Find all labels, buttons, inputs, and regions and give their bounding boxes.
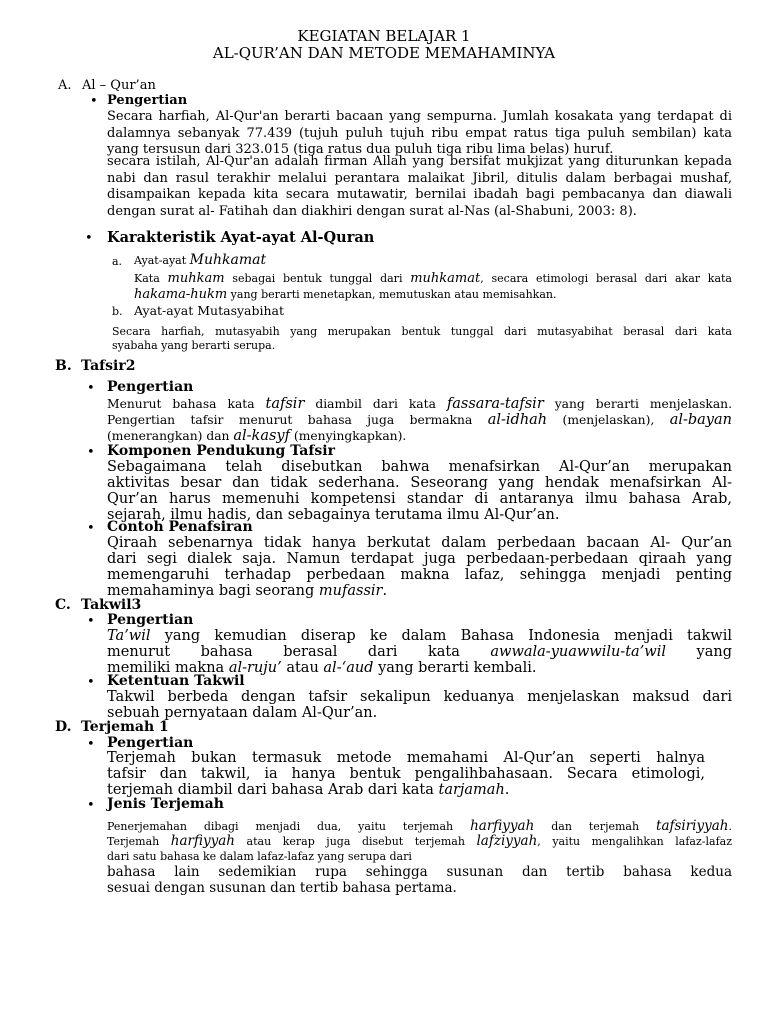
desc-line: Secara harfiah, mutasyabih yang merupakan bentuk tunggal dari mutasyabihat berasal dari kata [112, 325, 732, 338]
para-line: Secara harfiah, Al-Qur'an berarti bacaan yang sempurna. Jumlah kosakata yang terdapat di [107, 109, 732, 124]
section-b-marker: B. [55, 358, 72, 374]
bullet-icon: • [87, 614, 95, 629]
section-a-marker: A. [58, 78, 72, 93]
karakteristik-a-description [134, 272, 732, 302]
karakteristik-b-marker: b. [112, 305, 123, 318]
section-b-contoh-text [107, 535, 732, 599]
para-line: secara istilah, Al-Qur'an adalah firman Allah yang bersifat mukjizat yang diturunkan kepada [107, 154, 732, 169]
section-c-heading: Takwil3 [81, 597, 142, 613]
karakteristik-a-marker: a. [112, 255, 123, 268]
para-line: aktivitas besar dan tidak sederhana. Seseorang yang hendak menafsirkan Al- [107, 475, 732, 491]
section-c-marker: C. [55, 597, 71, 613]
section-b-heading: Tafsir2 [81, 358, 136, 374]
section-a-pengertian-para1 [107, 109, 732, 159]
para-line: tafsir dan takwil, ia hanya bentuk pengalihbahasaan. Secara etimologi, [107, 766, 705, 782]
para-line: bahasa lain sedemikian rupa sehingga susunan dan tertib bahasa kedua [107, 864, 732, 880]
document-title-line1: KEGIATAN BELAJAR 1 [297, 27, 471, 45]
para-line: Ta’wil yang kemudian diserap ke dalam Bahasa Indonesia menjadi takwil [107, 628, 732, 644]
para-line: dengan surat al- Fatihah dan diakhiri dengan surat al-Nas (al-Shabuni, 2003: 8). [107, 203, 637, 219]
desc-line: Kata muhkam sebagai bentuk tunggal dari muhkamat, secara etimologi berasal dari akar kata [134, 271, 732, 286]
section-d-pengertian-label: Pengertian [107, 735, 194, 751]
bullet-icon: • [87, 445, 95, 460]
para-line: yang tersusun dari 323.015 (tiga ratus dua puluh tiga ribu lima belas) huruf. [107, 142, 614, 157]
para-line: sesuai dengan susunan dan tertib bahasa pertama. [107, 880, 457, 896]
section-a-heading: Al – Qur’an [82, 78, 156, 93]
para-line: Terjemah bukan termasuk metode memahami Al-Qur’an seperti halnya [107, 750, 705, 766]
section-d-pengertian-text [107, 750, 705, 798]
para-line: terjemah diambil dari bahasa Arab dari kata tarjamah. [107, 782, 510, 798]
para-line: Penerjemahan dibagi menjadi dua, yaitu terjemah harfiyyah dan terjemah tafsiriyyah. [107, 818, 732, 834]
section-d-heading: Terjemah 1 [81, 719, 169, 735]
para-line: memahaminya bagi seorang mufassir. [107, 583, 388, 599]
bullet-icon: • [87, 737, 95, 752]
section-d-jenis-label: Jenis Terjemah [107, 796, 224, 812]
section-b-komponen-label: Komponen Pendukung Tafsir [107, 443, 335, 459]
section-d-jenis-text-large [107, 864, 732, 896]
bullet-icon: • [87, 521, 95, 536]
karakteristik-b-title: Ayat-ayat Mutasyabihat [134, 303, 285, 318]
section-c-ketentuan-text [107, 689, 732, 721]
section-c-pengertian-text [107, 628, 732, 676]
para-line: (menerangkan) dan al-kasyf (menyingkapkan). [107, 428, 407, 444]
para-line: memiliki makna al-ruju’ atau al-‘aud yang berarti kembali. [107, 660, 537, 676]
para-line: Menurut bahasa kata tafsir diambil dari kata fassara-tafsir yang berarti menjelaskan. [107, 396, 732, 412]
para-line: dari satu bahasa ke dalam lafaz-lafaz yang serupa dari [107, 850, 412, 863]
para-line: disampaikan kepada kita secara mutawatir, bernilai ibadah bagi pembacanya dan diawali [107, 187, 732, 202]
karakteristik-a-term: Muhkamat [189, 252, 267, 268]
bullet-icon: • [87, 675, 95, 690]
section-a-pengertian-label: Pengertian [107, 93, 188, 108]
desc-line: syabaha yang berarti serupa. [112, 339, 276, 352]
section-c-ketentuan-label: Ketentuan Takwil [107, 673, 245, 689]
section-b-komponen-text [107, 459, 732, 523]
section-b-pengertian-label: Pengertian [107, 379, 194, 395]
para-line: Terjemah harfiyyah atau kerap juga disebut terjemah lafziyyah, yaitu mengalihkan lafaz-lafaz [107, 833, 732, 849]
bullet-icon: • [90, 94, 98, 109]
para-line: Pengertian tafsir menurut bahasa juga bermakna al-idhah (menjelaskan), al-bayan [107, 412, 732, 428]
bullet-icon: • [87, 798, 95, 813]
para-line: menurut bahasa berasal dari kata awwala-yuawwilu-ta’wil yang [107, 644, 732, 660]
section-a-pengertian-para2 [107, 154, 732, 220]
desc-line: hakama-hukm yang berarti menetapkan, memutuskan atau memisahkan. [134, 287, 557, 302]
bullet-icon: • [85, 231, 93, 246]
section-a-karakteristik-label: Karakteristik Ayat-ayat Al-Quran [107, 229, 375, 246]
para-line: Qiraah sebenarnya tidak hanya berkutat dalam perbedaan bacaan Al- Qur’an [107, 535, 732, 551]
section-d-jenis-text-small [107, 819, 732, 864]
para-line: sejarah, ilmu hadis, dan sebagainya terutama ilmu Al-Qur’an. [107, 507, 560, 523]
para-line: sebuah pernyataan dalam Al-Qur’an. [107, 705, 378, 721]
para-line: dalamnya sebanyak 77.439 (tujuh puluh tujuh ribu empat ratus tiga puluh sembilan) kata [107, 125, 732, 141]
section-d-marker: D. [55, 719, 72, 735]
karakteristik-a-text: Ayat-ayat [134, 254, 190, 267]
para-line: Takwil berbeda dengan tafsir sekalipun keduanya menjelaskan maksud dari [107, 689, 732, 705]
karakteristik-a-title [134, 252, 266, 268]
section-b-pengertian-text [107, 396, 732, 444]
para-line: Sebagaimana telah disebutkan bahwa menafsirkan Al-Qur’an merupakan [107, 459, 732, 475]
section-c-pengertian-label: Pengertian [107, 612, 194, 628]
para-line: memengaruhi terhadap perbedaan makna lafaz, sehingga menjadi penting [107, 567, 732, 583]
document-title-line2: AL-QUR’AN DAN METODE MEMAHAMINYA [212, 44, 556, 62]
para-line: nabi dan rasul terakhir melalui perantara malaikat Jibril, ditulis dalam berbagai mushaf, [107, 170, 732, 186]
karakteristik-b-description [112, 325, 732, 353]
bullet-icon: • [87, 381, 95, 396]
para-line: dari segi dialek saja. Namun terdapat juga perbedaan-perbedaan qiraah yang [107, 551, 732, 567]
section-b-contoh-label: Contoh Penafsiran [107, 519, 253, 535]
para-line: Qur’an harus memenuhi kompetensi standar di antaranya ilmu bahasa Arab, [107, 491, 732, 507]
